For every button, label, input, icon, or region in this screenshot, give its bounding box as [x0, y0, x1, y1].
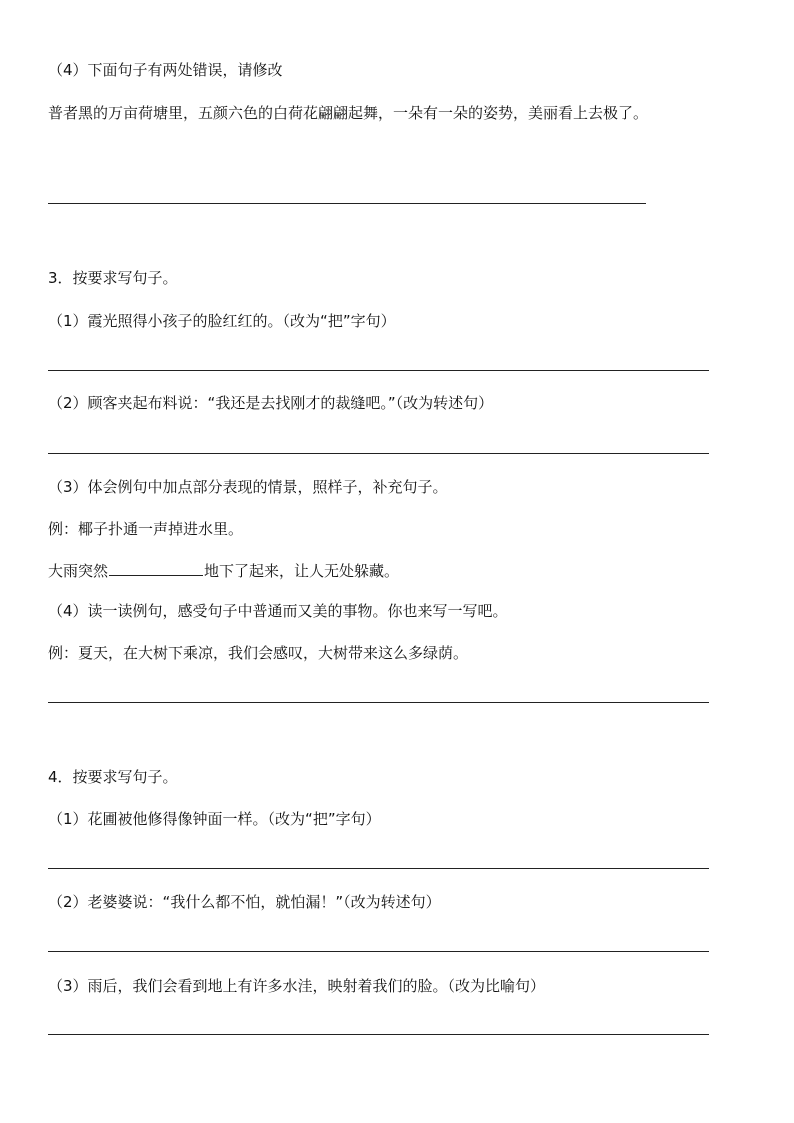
fill-text-before: 大雨突然 [48, 562, 109, 580]
answer-line[interactable] [48, 1034, 709, 1035]
fill-text-after: 地下了起来，让人无处躲藏。 [204, 562, 400, 580]
question-4-2: （2）老婆婆说：“我什么都不怕，就怕漏！”（改为转述句） [48, 893, 441, 911]
question-3-4: （4）读一读例句，感受句子中普通而又美的事物。你也来写一写吧。 [48, 602, 508, 620]
answer-line[interactable] [48, 203, 646, 204]
answer-line[interactable] [48, 951, 709, 952]
question-2-4-prompt: （4）下面句子有两处错误，请修改 [48, 61, 283, 79]
fill-blank[interactable] [109, 561, 203, 576]
question-3-3: （3）体会例句中加点部分表现的情景，照样子，补充句子。 [48, 478, 448, 496]
question-3-1: （1）霞光照得小孩子的脸红红的。（改为“把”字句） [48, 312, 396, 330]
answer-line[interactable] [48, 453, 709, 454]
answer-line[interactable] [48, 370, 709, 371]
question-2-4-sentence: 普者黑的万亩荷塘里，五颜六色的白荷花翩翩起舞，一朵有一朵的姿势，美丽看上去极了。 [48, 104, 649, 122]
question-4-3: （3）雨后，我们会看到地上有许多水洼，映射着我们的脸。（改为比喻句） [48, 977, 546, 995]
question-3-3-example: 例：椰子扑通一声掉进水里。 [48, 520, 244, 538]
question-3-4-example: 例：夏天，在大树下乘凉，我们会感叹，大树带来这么多绿荫。 [48, 644, 469, 662]
section-4-heading: 4．按要求写句子。 [48, 768, 178, 786]
question-3-3-fill [48, 561, 399, 581]
answer-line[interactable] [48, 702, 709, 703]
question-3-2: （2）顾客夹起布料说：“我还是去找刚才的裁缝吧。”（改为转述句） [48, 394, 494, 412]
answer-line[interactable] [48, 868, 709, 869]
question-4-1: （1）花圃被他修得像钟面一样。（改为“把”字句） [48, 810, 381, 828]
section-3-heading: 3．按要求写句子。 [48, 269, 178, 287]
